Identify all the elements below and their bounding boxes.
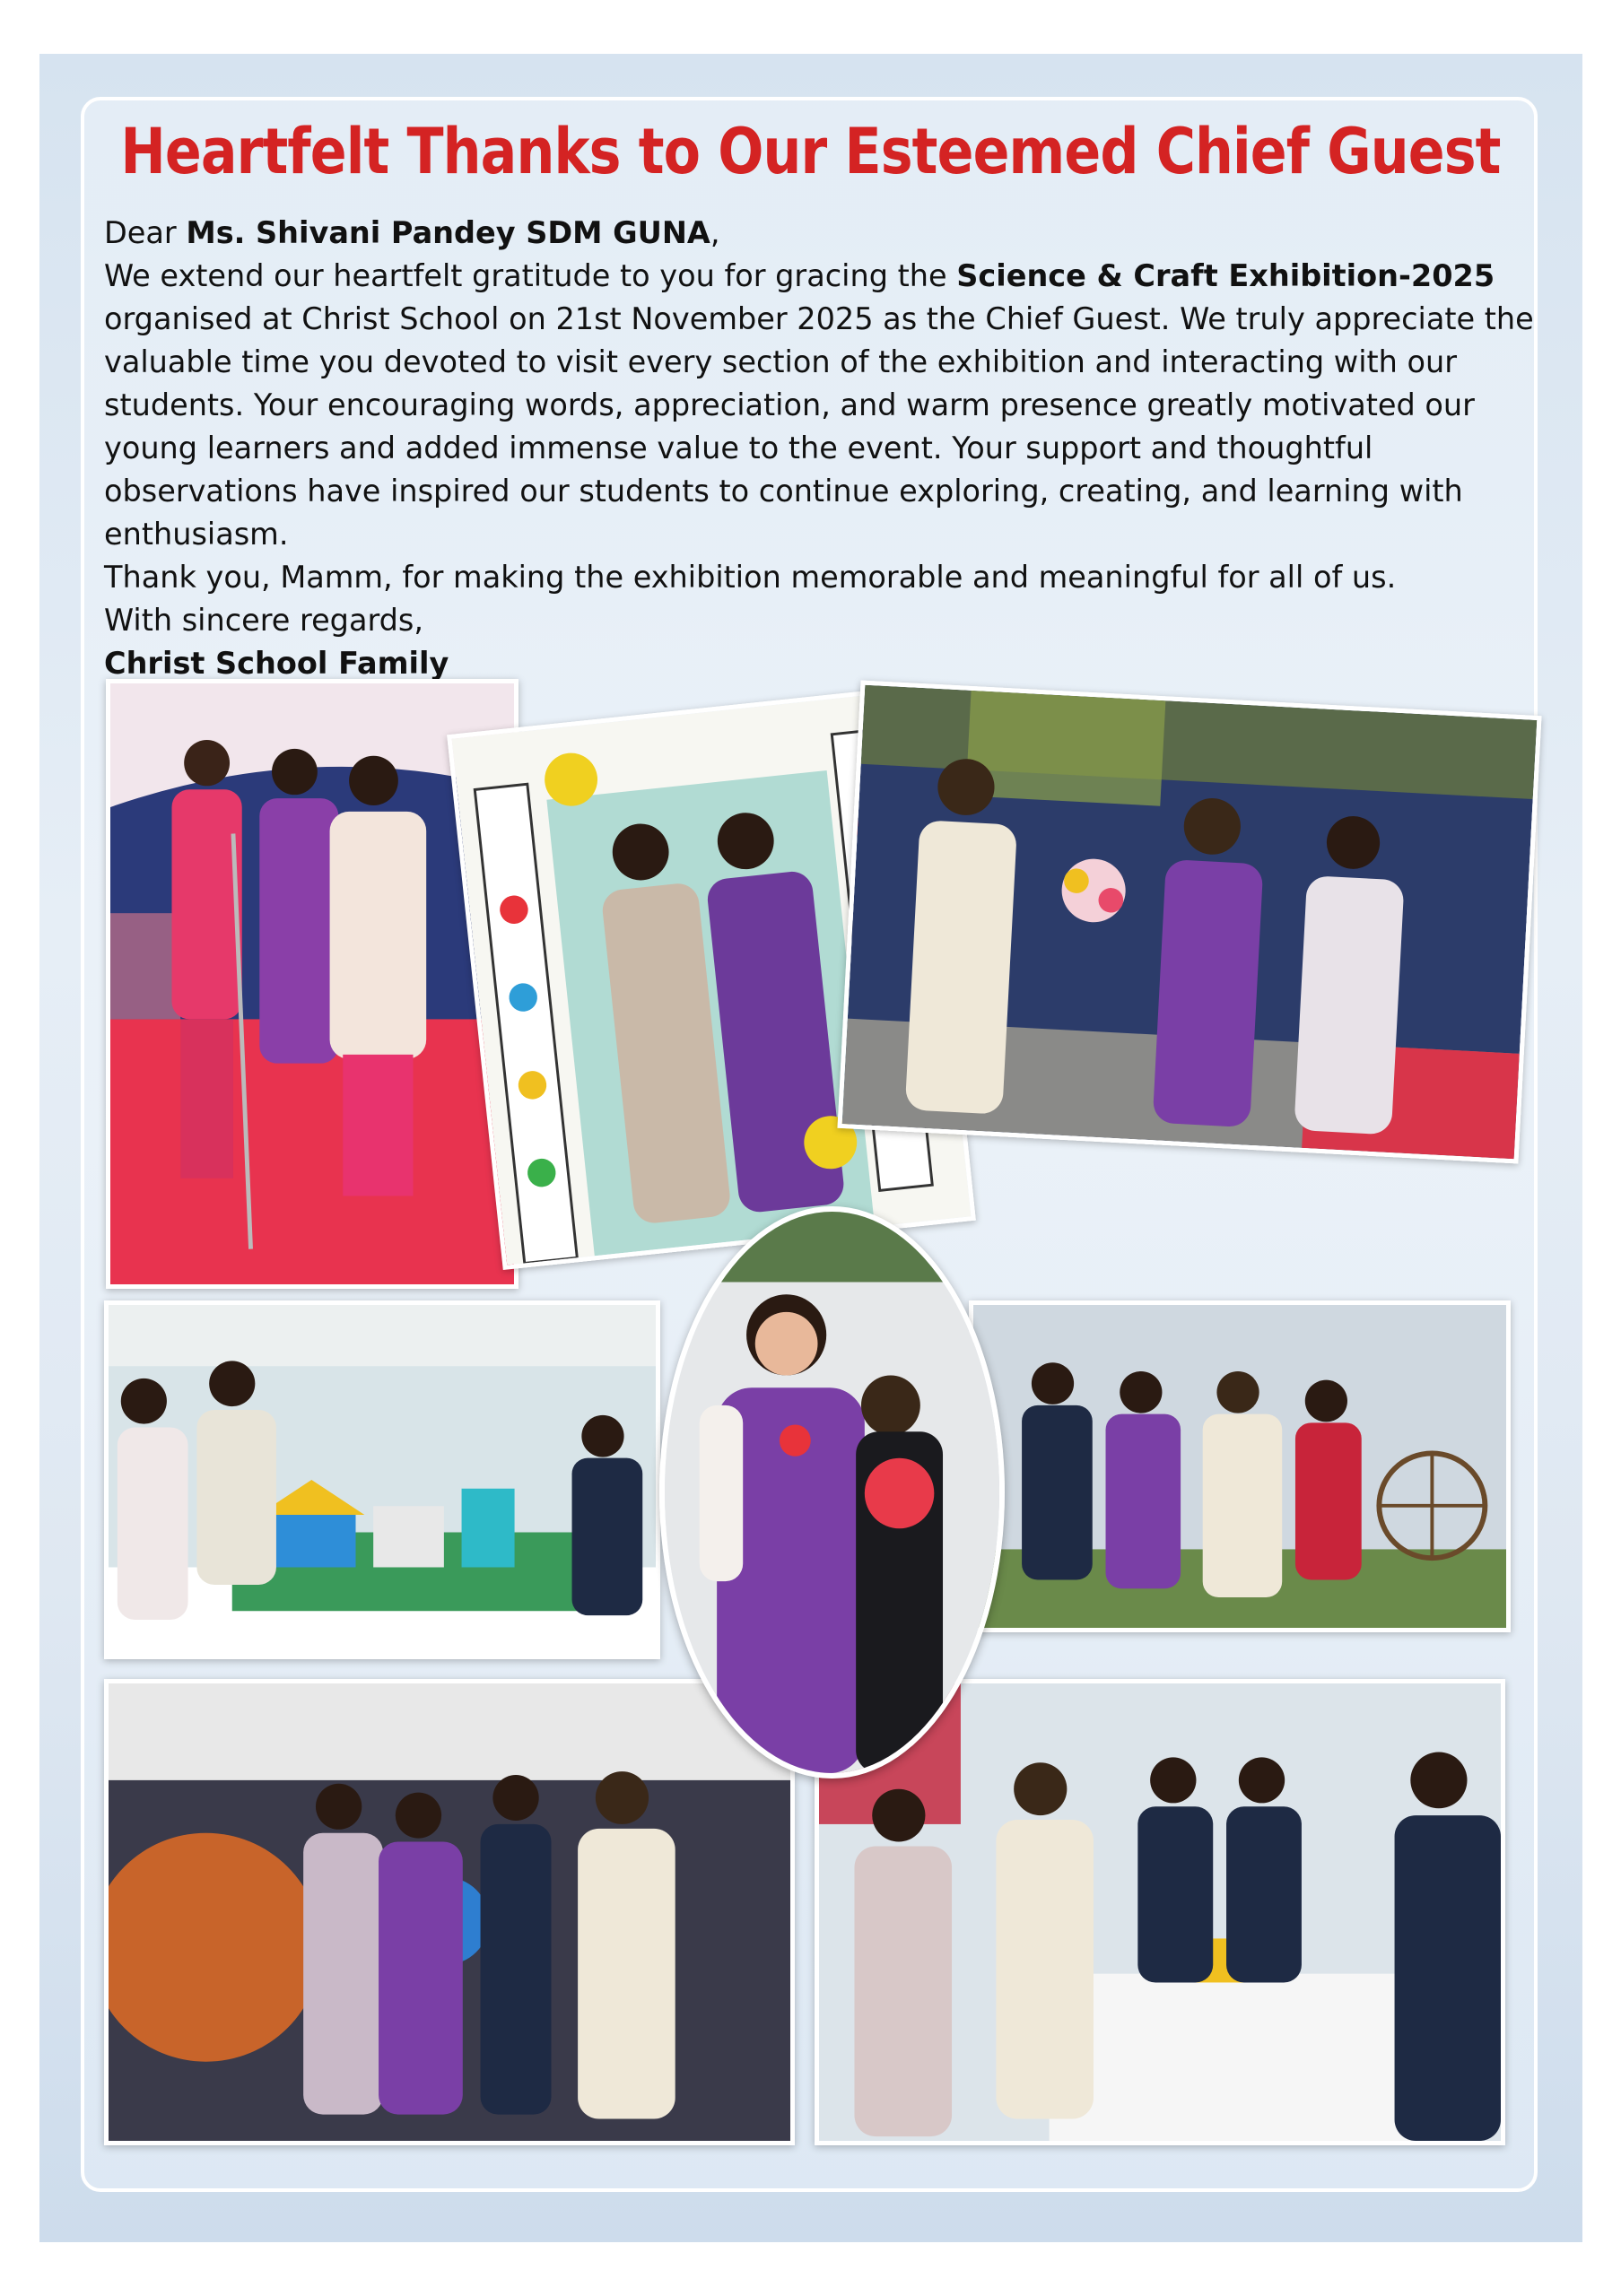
event-name: Science & Craft Exhibition-2025 bbox=[956, 258, 1495, 293]
thank-you-letter bbox=[104, 212, 1539, 685]
thanks-line: Thank you, Mamm, for making the exhibition memorable and meaningful for all of us. bbox=[104, 560, 1397, 595]
signature: Christ School Family bbox=[104, 646, 449, 681]
photo-ferris-wheel-model bbox=[969, 1300, 1511, 1632]
photo-model-table bbox=[815, 1679, 1505, 2145]
closing-line: With sincere regards, bbox=[104, 603, 424, 638]
salutation-line: Dear Ms. Shivani Pandey SDM GUNA, bbox=[104, 215, 720, 250]
photo-bouquet-welcome bbox=[837, 680, 1541, 1163]
letter-body: We extend our heartfelt gratitude to you for gracing the Science & Craft Exhibition-2025 organised at Christ School on 21st November 2025 as the Chief Guest. We truly appreciate the valuable time you devoted to visit every section of the exhibition and interacting with our students. Your encouraging words, appreciation, and warm presence greatly motivated our young learners and added immense value to the event. Your support and thoughtful observations have inspired our students to continue exploring, creating, and learning with enthusiasm. bbox=[104, 258, 1534, 552]
photo-model-houses bbox=[104, 1300, 660, 1659]
recipient-name: Ms. Shivani Pandey SDM GUNA bbox=[186, 215, 710, 250]
page-title: Heartfelt Thanks to Our Esteemed Chief Guest bbox=[120, 115, 1501, 188]
photo-planet-models bbox=[104, 1679, 795, 2145]
photo-chief-guest-portrait bbox=[659, 1206, 1005, 1779]
